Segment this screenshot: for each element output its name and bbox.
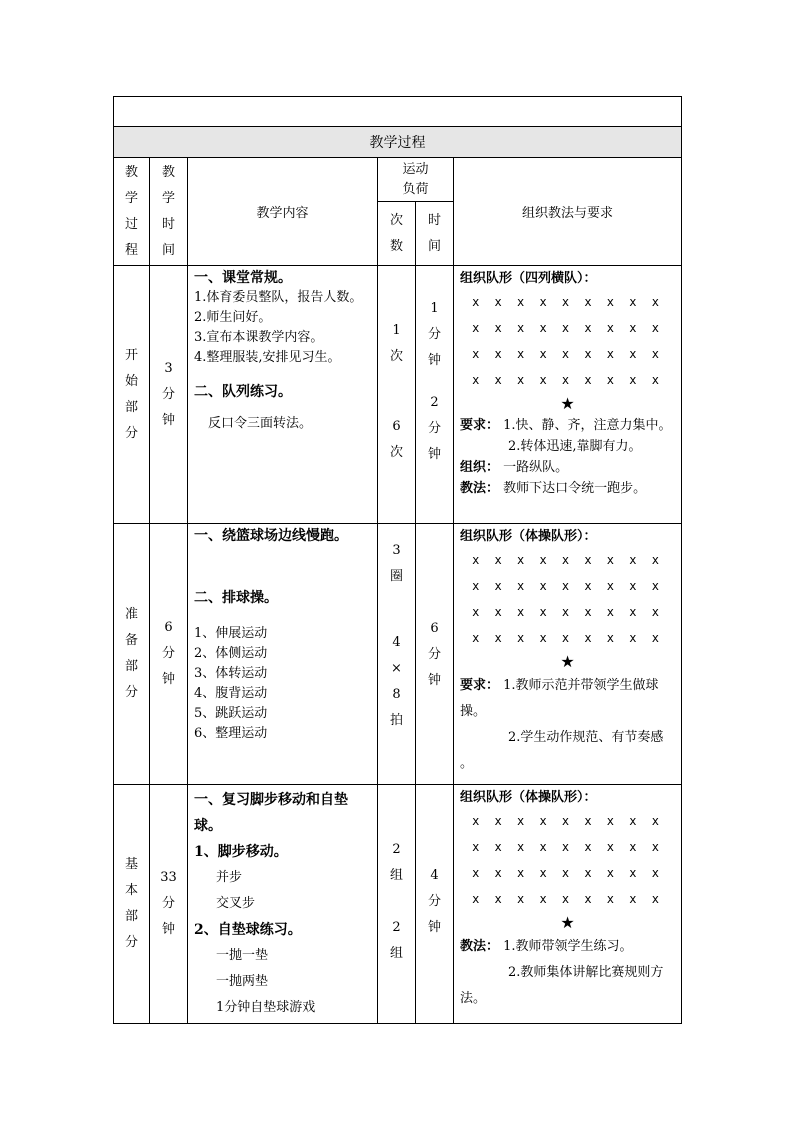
section-name: 开 始 部 分 [114, 266, 150, 524]
lesson-plan-table [113, 96, 682, 1024]
header-count: 次 数 [378, 202, 416, 266]
header-org: 组织教法与要求 [454, 158, 682, 266]
load-duration: 4 分 钟 [416, 785, 454, 1024]
section-content: 一、复习脚步移动和自垫球。 1、脚步移动。 并步 交叉步 2、自垫球练习。 一抛一垫 一抛两垫 1分钟自垫球游戏 [188, 785, 378, 1024]
load-count: 2 组 2 组 [378, 785, 416, 1024]
section-basic [114, 785, 682, 1024]
load-count: 3 圈 4 × 8 拍 [378, 524, 416, 785]
section-content: 一、绕篮球场边线慢跑。 二、排球操。 1、伸展运动 2、体侧运动 3、体转运动 4、腹背运动 5、跳跃运动 6、整理运动 [188, 524, 378, 785]
section-prep [114, 524, 682, 785]
table-title: 教学过程 [114, 127, 682, 158]
section-org: 组织队形（体操队形）： x x x x x x x x x x x x x x x x x x x x x x x x x x x x x x x x x x x x ★ 教法： 1.教师带领学生练习。 2.教师集体讲解比赛规则方法。 [454, 785, 682, 1024]
load-duration: 6 分 钟 [416, 524, 454, 785]
load-count: 1 次 6 次 [378, 266, 416, 524]
teacher-star-icon: ★ [560, 394, 575, 413]
load-duration: 1 分 钟 2 分 钟 [416, 266, 454, 524]
section-name: 基 本 部 分 [114, 785, 150, 1024]
header-process: 教 学 过 程 [114, 158, 150, 266]
section-name: 准 备 部 分 [114, 524, 150, 785]
header-time: 教 学 时 间 [150, 158, 188, 266]
section-time: 3 分 钟 [150, 266, 188, 524]
title-row [114, 127, 682, 158]
section-org: 组织队形（四列横队）： x x x x x x x x x x x x x x x x x x x x x x x x x x x x x x x x x x x x ★ 要求： 1.快、静、齐，注意力集中。 2.转体迅速,靠脚有力。 组织： 一路纵队。 教法： 教师下达口令统一跑步。 [454, 266, 682, 524]
section-time: 33 分 钟 [150, 785, 188, 1024]
header-load: 运动 负荷 [378, 158, 454, 202]
section-content: 一、课堂常规。 1.体育委员整队，报告人数。 2.师生问好。 3.宣布本课教学内容。 4.整理服装,安排见习生。 二、队列练习。 反口令三面转法。 [188, 266, 378, 524]
teacher-star-icon: ★ [560, 652, 575, 671]
section-time: 6 分 钟 [150, 524, 188, 785]
header-content: 教学内容 [188, 158, 378, 266]
section-start [114, 266, 682, 524]
blank-row [114, 97, 682, 127]
header-row-1 [114, 158, 682, 202]
header-duration: 时 间 [416, 202, 454, 266]
section-org: 组织队形（体操队形）： x x x x x x x x x x x x x x x x x x x x x x x x x x x x x x x x x x x x ★ 要求： 1.教师示范并带领学生做球操。 2.学生动作规范、有节奏感 。 [454, 524, 682, 785]
teacher-star-icon: ★ [560, 913, 575, 932]
